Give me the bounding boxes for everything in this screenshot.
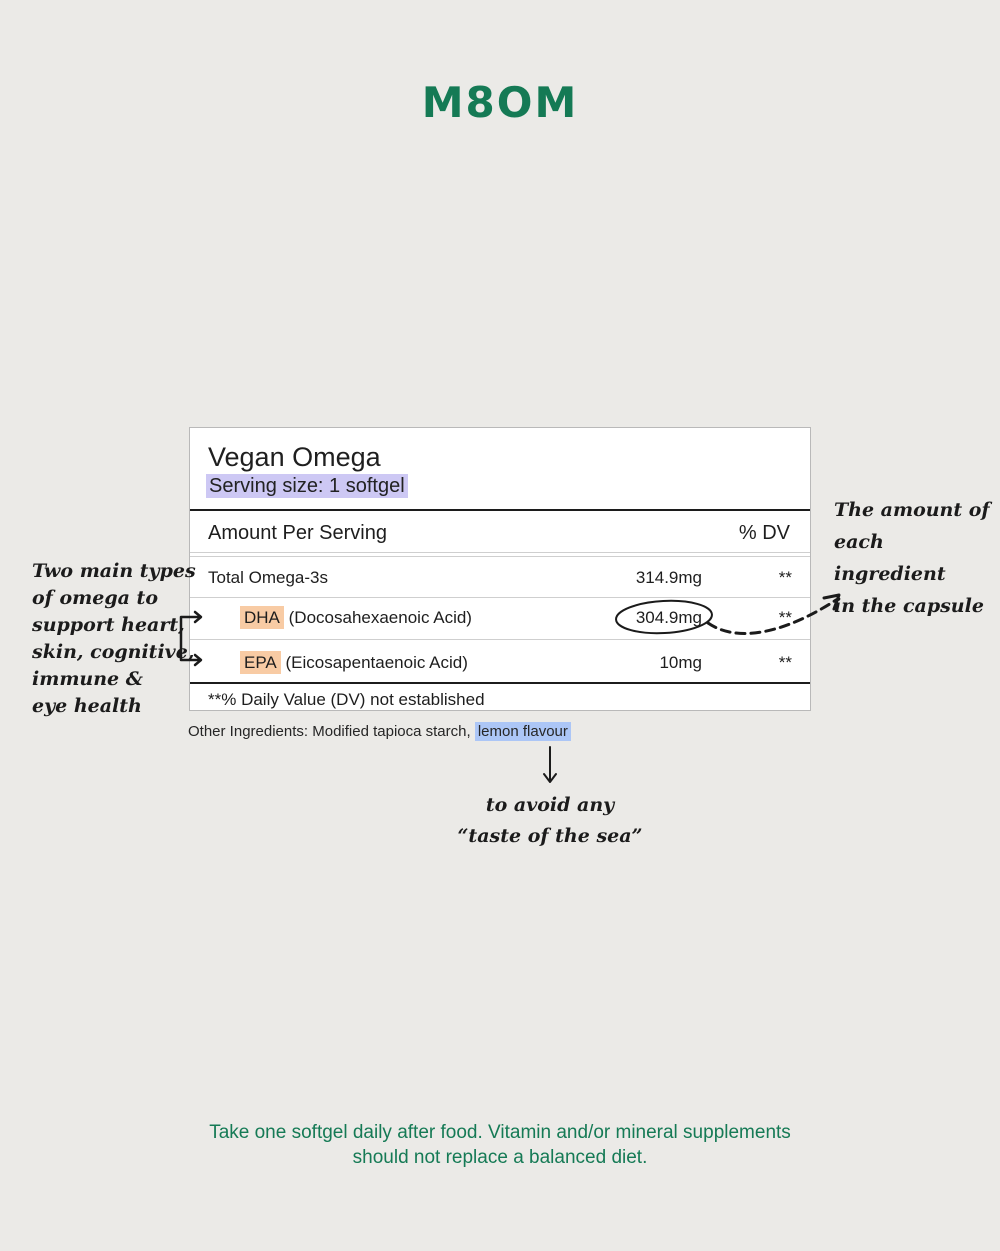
nutrient-dv: **: [778, 608, 792, 627]
note-line: support heart,: [32, 614, 185, 636]
note-line: each ingredient: [834, 531, 946, 585]
nutrient-amount: 314.9mg: [635, 568, 702, 587]
usage-line: Take one softgel daily after food. Vitamin and/or mineral supplements: [209, 1122, 791, 1143]
product-title: Vegan Omega: [208, 442, 381, 472]
note-line: skin, cognitive,: [32, 641, 195, 663]
serving-size: Serving size: 1 softgel: [206, 474, 408, 498]
dv-footnote: **% Daily Value (DV) not established: [208, 690, 485, 709]
note-line: immune &: [32, 668, 143, 690]
note-line: of omega to: [32, 587, 158, 609]
note-line: eye health: [32, 695, 142, 717]
dha-tag: DHA: [240, 606, 284, 629]
amount-circle: [615, 599, 713, 636]
nutrient-name: (Eicosapentaenoic Acid): [285, 653, 468, 672]
note-line: “taste of the sea”: [457, 825, 643, 847]
usage-line: should not replace a balanced diet.: [352, 1147, 648, 1168]
nutrient-amount: 304.9mg: [635, 608, 702, 627]
nutrient-name: Total Omega-3s: [208, 568, 328, 587]
epa-tag: EPA: [240, 651, 281, 674]
note-line: to avoid any: [485, 794, 615, 816]
daily-value-header: % DV: [738, 522, 790, 544]
nutrient-name: (Docosahexaenoic Acid): [288, 608, 472, 627]
note-line: The amount of: [834, 499, 990, 521]
lemon-flavour-highlight: lemon flavour: [475, 722, 571, 741]
bracket-icon: [181, 617, 200, 660]
amount-per-serving-header: Amount Per Serving: [208, 522, 387, 544]
down-arrow-icon: [544, 747, 556, 782]
other-ingredients-text: Other Ingredients: Modified tapioca starch,: [188, 723, 475, 740]
nutrient-dv: **: [778, 653, 792, 672]
usage-instructions: [0, 1120, 1000, 1170]
nutrient-amount: 10mg: [659, 653, 702, 672]
brand-logo: M8OM: [421, 78, 579, 127]
nutrient-dv: **: [778, 568, 792, 587]
note-line: in the capsule: [834, 595, 984, 617]
dashed-curve-arrow: [708, 600, 836, 633]
note-line: Two main types: [32, 560, 196, 582]
